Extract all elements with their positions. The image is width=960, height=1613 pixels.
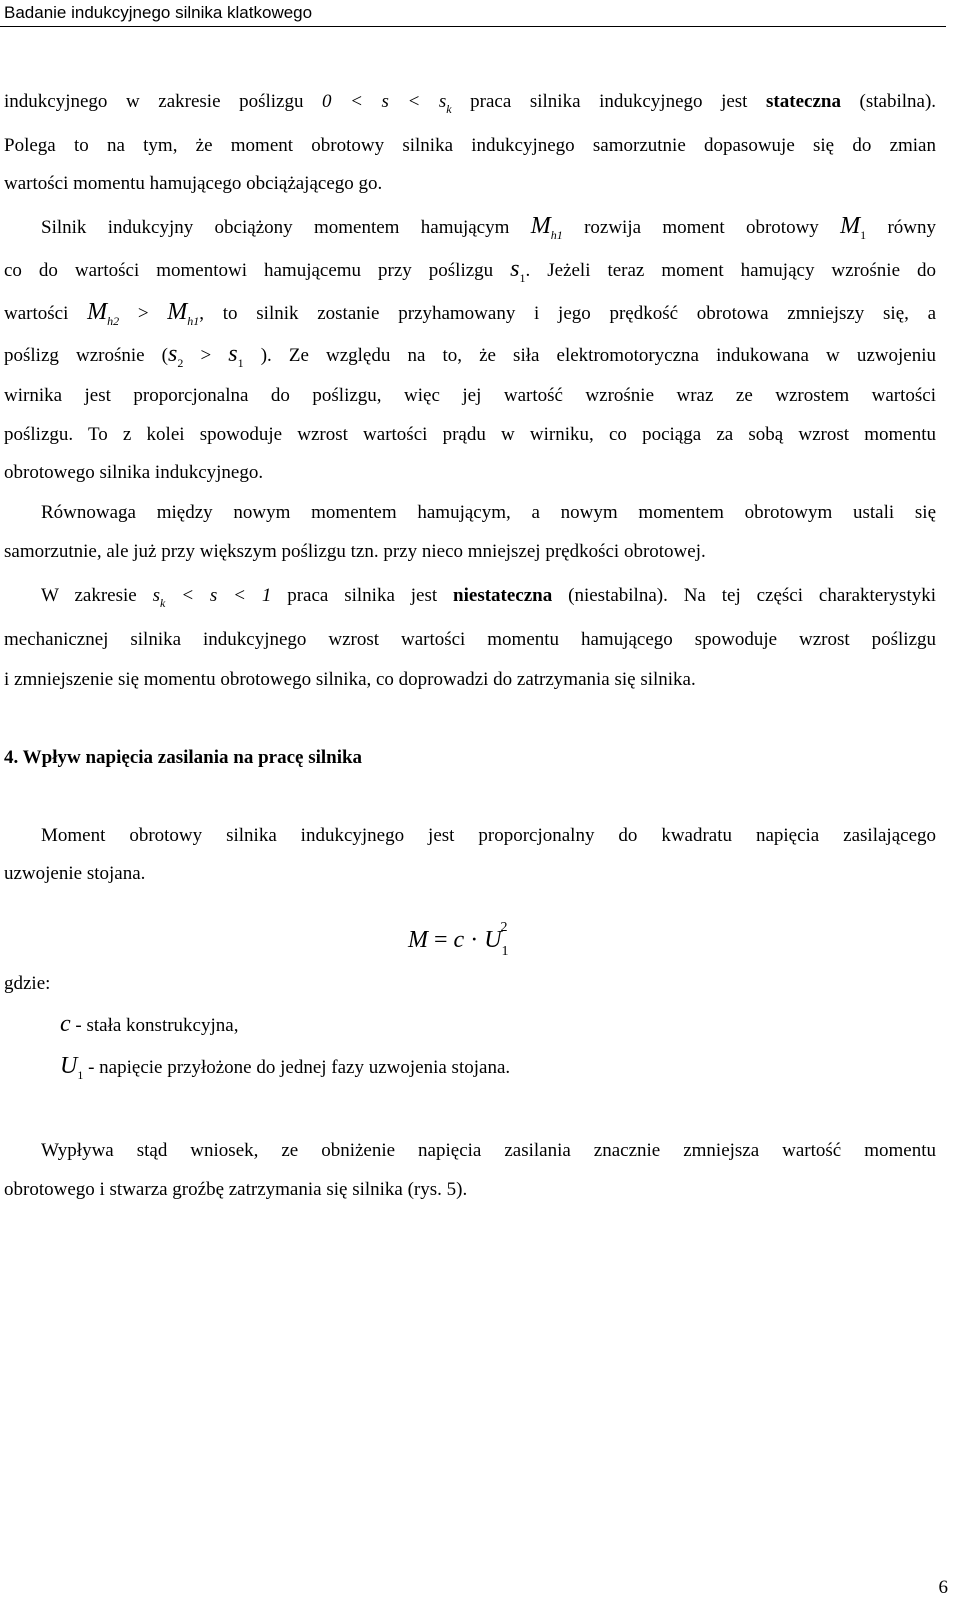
paragraph-1-line-1: indukcyjnego w zakresie poślizgu $0 < s < s_k$ praca silnika indukcyjnego jest stateczna (stabilna).: [4, 91, 937, 116]
paragraph-2-line-2: co do wartości momentowi hamującemu przy poślizgu $s_1$. Jeżeli teraz moment hamujący wzrośnie do: [4, 256, 936, 285]
section-heading: 4. Wpływ napięcia zasilania na pracę silnika: [4, 747, 363, 768]
header-title: Badanie indukcyjnego silnika klatkowego: [4, 3, 313, 22]
paragraph-1-line-2: Polega to na tym, że moment obrotowy silnika indukcyjnego samorzutnie dopasowuje się do zmian: [4, 135, 936, 156]
unstable-term: niestateczna: [453, 585, 553, 606]
page-number: 6: [938, 1577, 948, 1598]
paragraph-5-line-1: Moment obrotowy silnika indukcyjnego jest proporcjonalny do kwadratu napięcia zasilającego: [41, 825, 936, 846]
paragraph-4-line-2: mechanicznej silnika indukcyjnego wzrost wartości momentu hamującego spowoduje wzrost poślizgu: [4, 629, 936, 650]
header-rule: [0, 26, 946, 27]
paragraph-3-line-2: samorzutnie, ale już przy większym poślizgu tzn. przy nieco mniejszej prędkości obrotowej.: [4, 541, 706, 562]
paragraph-3-line-1: Równowaga między nowym momentem hamującym, a nowym momentem obrotowym ustali się: [41, 502, 936, 523]
paragraph-2-line-4: poślizg wzrośnie ($s_2 > s_1$ ). Ze względu na to, że siła elektromotoryczna indukowana w uzwojeniu: [4, 341, 936, 370]
paragraph-2-line-5: wirnika jest proporcjonalna do poślizgu, więc jej wartość wzrośnie wraz ze wzrostem wartości: [4, 385, 936, 406]
paragraph-6-line-1: Wypływa stąd wniosek, ze obniżenie napięcia zasilania znacznie zmniejsza wartość momentu: [41, 1140, 936, 1161]
paragraph-2-line-1: Silnik indukcyjny obciążony momentem hamującym $M_{h1}$ rozwija moment obrotowy $M_1$ równy: [41, 213, 937, 242]
slip-range-expression: $0 < s < s_k$: [322, 91, 452, 116]
torque-voltage-formula: $M = c \cdot U_1^2$: [408, 920, 509, 959]
paragraph-4-line-3: i zmniejszenie się momentu obrotowego silnika, co doprowadzi do zatrzymania się silnika.: [4, 669, 696, 690]
paragraph-1-line-3: wartości momentu hamującego obciążającego go.: [4, 173, 383, 194]
paragraph-2-line-7: obrotowego silnika indukcyjnego.: [4, 462, 264, 483]
paragraph-2-line-6: poślizgu. To z kolei spowoduje wzrost wartości prądu w wirniku, co pociąga za sobą wzrost momentu: [4, 424, 936, 445]
paragraph-2-line-3: wartości $M_{h2} > M_{h1}$, to silnik zostanie przyhamowany i jego prędkość obrotowa zmniejszy się, a: [4, 299, 937, 328]
running-header: [0, 0, 960, 26]
paragraph-5-line-2: uzwojenie stojana.: [4, 863, 146, 884]
where-item-u: $U_1$ - napięcie przyłożone do jednej fazy uzwojenia stojana.: [60, 1053, 511, 1082]
paragraph-6-line-2: obrotowego i stwarza groźbę zatrzymania się silnika (rys. 5).: [4, 1179, 468, 1200]
stable-term: stateczna: [766, 91, 841, 112]
paragraph-4-line-1: W zakresie $s_k < s < 1$ praca silnika jest niestateczna (niestabilna). Na tej części charakterystyki: [41, 585, 937, 610]
where-label: gdzie:: [4, 973, 51, 994]
where-item-c: c - stała konstrukcyjna,: [60, 1011, 239, 1037]
